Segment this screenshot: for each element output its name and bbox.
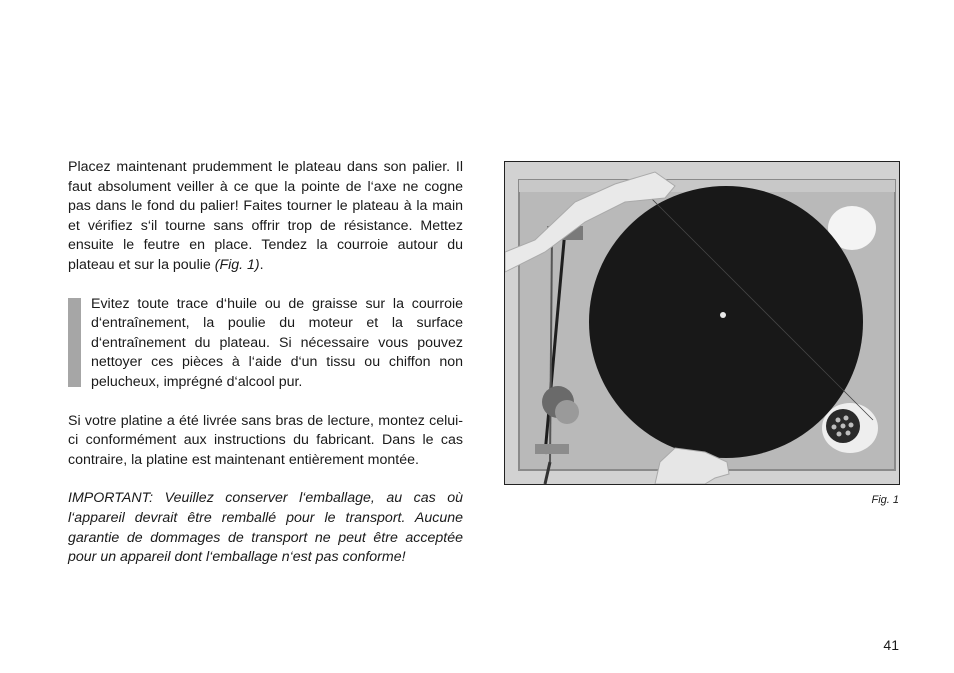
figure-caption: Fig. 1 (871, 494, 899, 506)
note-marker-bar (68, 298, 81, 387)
turntable-illustration (505, 162, 899, 484)
important-notice: IMPORTANT: Veuillez conserver l‘emballage, au cas où l‘appareil devrait être remballé pour le transport. Aucune garantie de dommages de transport ne peut être acceptée pour un appareil dont l‘emballage n‘est pas conforme! (68, 490, 463, 566)
paragraph-plateau-installation (68, 158, 463, 276)
turntable-photo (504, 161, 900, 485)
figure-reference: (Fig. 1) (214, 256, 260, 273)
paragraph-tonearm: Si votre platine a été livrée sans bras de lecture, montez celui-ci conformément aux instructions du fabricant. Dans le cas contraire, la platine est maintenant entièrement montée. (68, 412, 463, 468)
paragraph-end: . (259, 256, 264, 273)
paragraph-plateau-text: Placez maintenant prudemment le plateau dans son palier. Il faut absolument veiller à ce que la pointe de l‘axe ne cogne pas dans le fond du palier! Faites tourner le plateau à la main et vérifiez s‘il tourne sans offrir trop de résistance. Mettez ensuite le feutre en place. Tendez la courroie autour du plateau et sur la poulie (68, 159, 463, 273)
warning-note (68, 295, 463, 393)
page-number: 41 (883, 637, 899, 653)
text-column (68, 158, 463, 568)
note-text: Evitez toute trace d‘huile ou de graisse sur la courroie d‘entraînement, la poulie du moteur et la surface d‘entraînement du plateau. Si nécessaire vous pouvez nettoyer ces pièces à l‘aide d‘un tissu ou chiffon non pelucheux, imprégné d‘alcool pur. (91, 295, 463, 390)
